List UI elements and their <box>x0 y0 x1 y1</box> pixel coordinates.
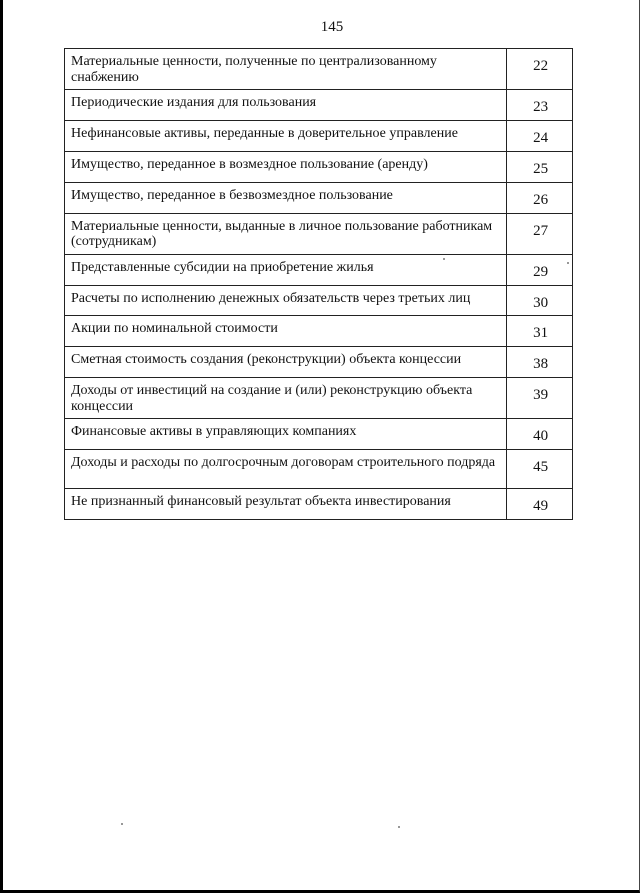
account-name: Представленные субсидии на приобретение жилья <box>65 254 507 285</box>
account-name: Имущество, переданное в безвозмездное пользование <box>65 182 507 213</box>
account-code: 24 <box>507 121 573 152</box>
table-row <box>65 151 573 182</box>
account-name: Нефинансовые активы, переданные в доверительное управление <box>65 121 507 152</box>
account-name: Периодические издания для пользования <box>65 90 507 121</box>
scan-speck <box>443 258 445 260</box>
table-row <box>65 121 573 152</box>
scan-speck <box>398 826 400 828</box>
account-name: Материальные ценности, выданные в личное пользование работникам (сотрудникам) <box>65 213 507 254</box>
account-code: 49 <box>507 489 573 520</box>
account-name: Доходы и расходы по долгосрочным договорам строительного подряда <box>65 450 507 489</box>
account-name: Имущество, переданное в возмездное пользование (аренду) <box>65 151 507 182</box>
account-code: 25 <box>507 151 573 182</box>
account-name: Расчеты по исполнению денежных обязательств через третьих лиц <box>65 285 507 316</box>
table-row <box>65 450 573 489</box>
account-name: Сметная стоимость создания (реконструкции) объекта концессии <box>65 347 507 378</box>
account-code: 27 <box>507 213 573 254</box>
account-name: Акции по номинальной стоимости <box>65 316 507 347</box>
table-row <box>65 285 573 316</box>
account-code: 31 <box>507 316 573 347</box>
table-row <box>65 254 573 285</box>
account-code: 45 <box>507 450 573 489</box>
table-row <box>65 90 573 121</box>
table-row <box>65 378 573 419</box>
table-row <box>65 489 573 520</box>
account-code: 23 <box>507 90 573 121</box>
table-row <box>65 49 573 90</box>
table-row <box>65 347 573 378</box>
account-name: Материальные ценности, полученные по централизованному снабжению <box>65 49 507 90</box>
account-code: 40 <box>507 419 573 450</box>
account-name: Финансовые активы в управляющих компаниях <box>65 419 507 450</box>
table-row <box>65 213 573 254</box>
scan-speck <box>121 823 123 825</box>
page-number: 145 <box>320 19 344 35</box>
account-code: 30 <box>507 285 573 316</box>
account-code: 38 <box>507 347 573 378</box>
account-code: 29 <box>507 254 573 285</box>
account-code: 26 <box>507 182 573 213</box>
scan-speck <box>567 262 569 264</box>
account-code: 22 <box>507 49 573 90</box>
account-name: Доходы от инвестиций на создание и (или) реконструкцию объекта концессии <box>65 378 507 419</box>
table-row <box>65 316 573 347</box>
account-name: Не признанный финансовый результат объекта инвестирования <box>65 489 507 520</box>
table-row <box>65 419 573 450</box>
account-code: 39 <box>507 378 573 419</box>
table-row <box>65 182 573 213</box>
off-balance-accounts-table <box>64 48 573 520</box>
